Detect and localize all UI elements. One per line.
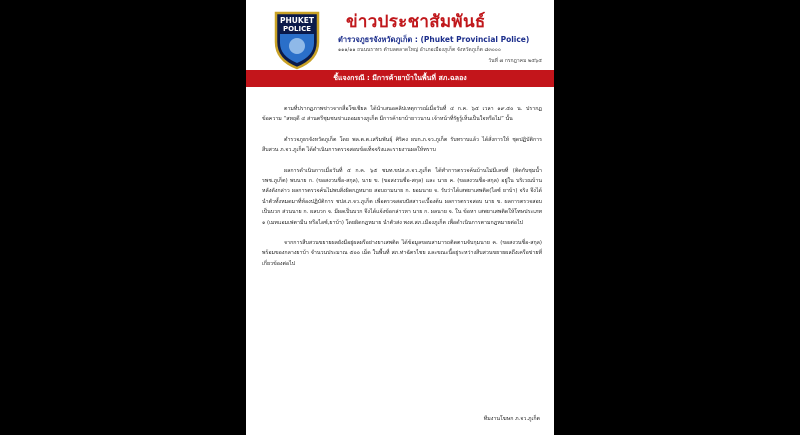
logo-text-top: PHUKET — [280, 16, 314, 25]
phuket-police-logo — [274, 10, 320, 70]
police-shield-icon — [274, 10, 320, 70]
release-date: วันที่ ๗ กรกฎาคม ๒๕๖๕ — [488, 58, 542, 64]
release-body — [262, 104, 542, 279]
signature: ทีมงานโฆษก ภ.จว.ภูเก็ต — [483, 416, 540, 422]
paragraph-4: จากการสืบสวนขยายผลยังมีอยู่ผลผรีอย่างยาเสพติด ได้ข้อมูลขอบสามารถติดตามจับกุมนาย ค. (ขอสงวนชื่อ-สกุล) พร้อมของกลางยาบ้า จำนวนประมาณ ๕๐๐ เม็ด ในพื้นที่ สภ.ท่าฉัตรไชย และขณะนี้อยู่ระหว่างสืบสวนขยายผลถึงเครือข่ายที่เกี่ยวข้องต่อไป — [262, 240, 542, 267]
paragraph-1: ตามที่ปรากฏภาพข่าวจากสื่อโซเชียล ได้นำเสนอคลิปเหตุการณ์เมื่อวันที่ ๔ ก.ค. ๖๕ เวลา ๑๙.๕๐ น. ปรากฏข้อความ “สหฤดี ๔ ส่านตรีชุมชนข่าแถอมยางภูเก็ต มีการค้ายาบ้ายาวนาน เจ้าหน้าที่รัฐรู้เห็นเป็นใจหรือไม่” นั้น — [262, 106, 542, 123]
paragraph-3: ผลการดำเนินการเมื่อวันที่ ๕ ก.ค. ๖๕ ชมท.ขปส.ภ.จว.ภูเก็ต ได้ทำการตรวจค้นบ้านไม่มีเลขที่ (ติดกับชุมน้ำ รพช.ภูเก็ต) พบนาย ก. (ขอสงวนชื่อ-สกุล), นาย ข. (ขอสงวนชื่อ-สกุล) และ นาย ค. (ขอสงวนชื่อ-สกุล) อยู่ใน บริเวณบ้านหลังดังกล่าว ผลการตรวจค้นไม่พบสิ่งผิดกฎหมาย สอบถามนาย ก. ยอมนาย จ. รับว่าได้เสพยาเสพติด(ไอซ์ ยาบ้า) จริง จึงได้นำตัวทั้งหมดมาที่ห้องปฏิบัติการ ชปส.ภ.จว.ภูเก็ต เพื่อตรวจสอบปัสสาวะเบื้องต้น ผลการตรวจสอบ นาย ข. ผลการตรวจสอบเป็นบวก ส่วนนาย ก. ผลบวก จ. มีผลเป็นบวก จึงได้แจ้งข้อกล่าวหา นาย ก. ผลนาย จ. ใน ข้อหา เสพยาเสพติดให้โทษประเภท ๑ (เมทแอมเฟตามีน หรือไอซ์,ยาบ้า) โดยผิดกฎหมาย นำตัวส่ง พงส.สภ.เมืองภูเก็ต เพื่อดำเนินการตามกฎหมายต่อไป — [262, 167, 542, 226]
headline-banner: ชี้แจงกรณี : มีการค้ายาบ้าในพื้นที่ สภ.ฉลอง — [246, 70, 554, 87]
agency-address: ๑๑๑/๑๑ ถนนนราทร ตำบลตลาดใหญ่ อำเภอเมืองภูเก็ต จังหวัดภูเก็ต ๘๓๐๐๐ — [338, 47, 501, 53]
page-title: ข่าวประชาสัมพันธ์ — [346, 12, 486, 32]
paragraph-2: ตำรวจภูธรจังหวัดภูเก็ต โดย พล.ต.ต.เสริมพันธุ์ ศิริคง ผบก.ภ.จว.ภูเก็ต รับทราบแล้ว ได้สั่งการให้ ชุดปฏิบัติการสืบสวน ภ.จว.ภูเก็ต ได้ดำเนินการตรวจสอบข้อเท็จจริงและรายงานผลให้ทราบ — [262, 136, 542, 154]
logo-text-bottom: POLICE — [282, 25, 312, 33]
press-release-document — [246, 0, 554, 435]
agency-name: ตำรวจภูธรจังหวัดภูเก็ต : (Phuket Provincial Police) — [338, 35, 530, 44]
